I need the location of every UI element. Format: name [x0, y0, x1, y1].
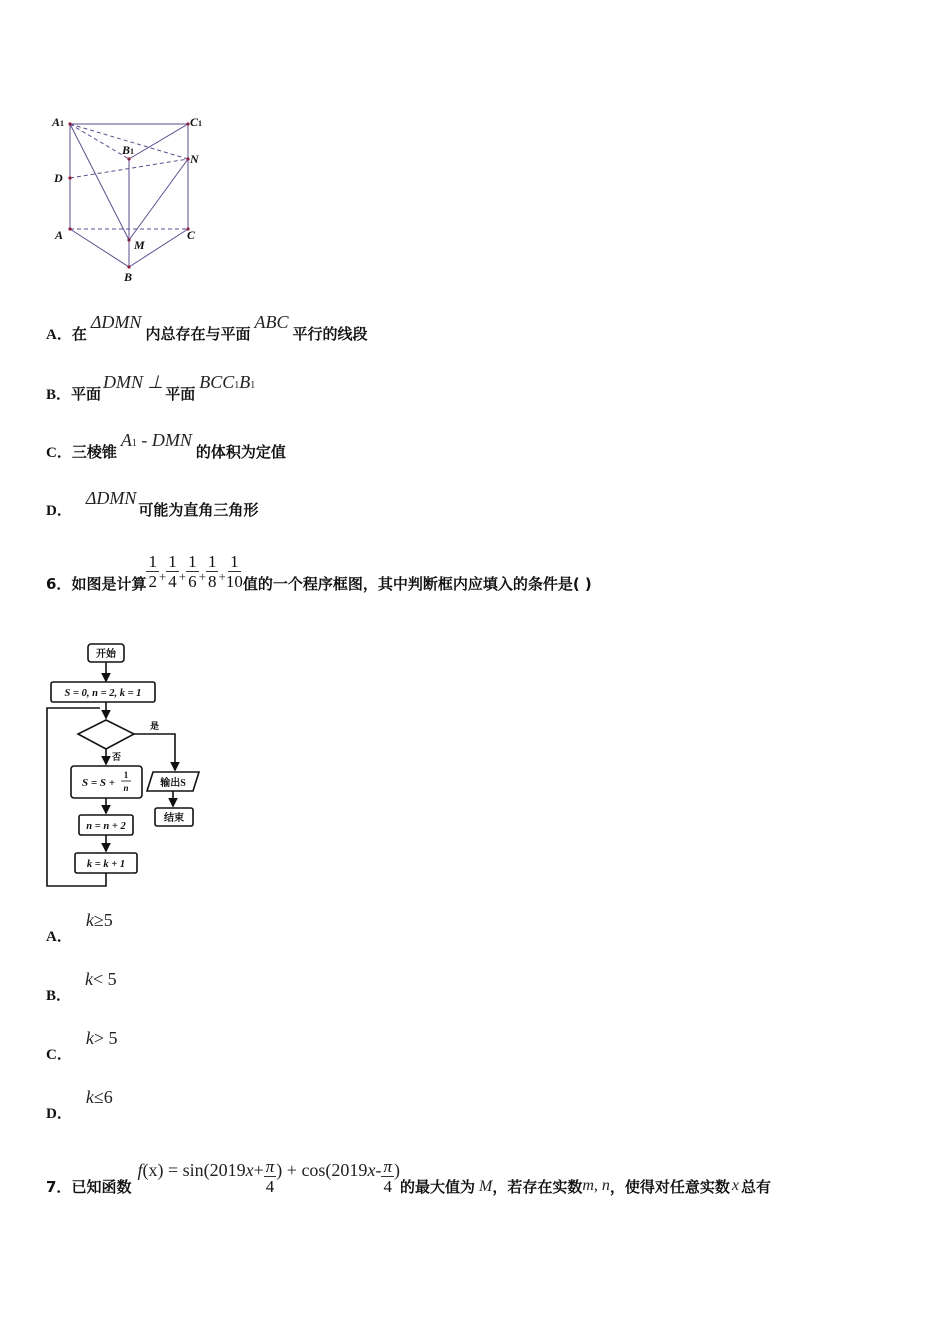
q5-option-b[interactable]: B． 平面 DMN ⊥ 平面 BCC1B1: [46, 372, 256, 403]
question-6: 6． 如图是计算 $\frac{1}{2}$ + $\frac{1}{4}$ + $\frac{1}{6}$ + $\frac{1}{8}$ + $\frac{1}{10}$ 值的一个程序框图，其中判断框内应填入的条件是( ): [46, 551, 592, 593]
flow-sum-num: 1: [123, 770, 129, 780]
flow-yes-label: 是: [150, 721, 160, 731]
math-pyramid: A1 - DMN: [120, 430, 192, 450]
label-b: B: [124, 270, 133, 284]
flow-decision-diamond: [78, 720, 134, 749]
edge-c1-b1: [129, 124, 188, 159]
label-a: A: [55, 228, 64, 242]
label-n: N: [190, 152, 199, 166]
edge-n-m: [129, 159, 188, 240]
label-c: C: [187, 228, 196, 242]
math-plane-bcc1b1: BCC1B1: [199, 372, 256, 392]
question-7: 7． 已知函数 f (x) = sin(2019 x + $\frac{\pi}{4}$ ) + cos(2019 x - $\frac{\pi}{4}$ ) 的最大值为 M ，若存在实数 m, n ，使得对任意实数 x 总有: [46, 1156, 772, 1196]
fraction-pi-4-a: $\frac{\pi}{4}$: [265, 1156, 275, 1196]
flowchart: [40, 636, 210, 892]
question-number: 7．: [46, 1177, 72, 1196]
flow-n-label: n = n + 2: [86, 821, 126, 832]
svg-text:C1: C1: [190, 115, 203, 129]
flow-end-label: 结束: [164, 813, 184, 824]
fraction-pi-4-b: $\frac{\pi}{4}$: [383, 1156, 392, 1196]
fraction-4: $\frac{1}{8}$: [207, 551, 217, 591]
fraction-1: $\frac{1}{2}$: [148, 551, 157, 591]
q5-option-c[interactable]: C． 三棱锥 A1 - DMN 的体积为定值: [46, 430, 286, 461]
svg-text:A1: A1: [52, 115, 65, 129]
fraction-5: $\frac{1}{10}$: [225, 551, 243, 591]
q6-option-c[interactable]: C． k > 5: [46, 1028, 118, 1063]
label-a1: A: [52, 115, 61, 129]
label-m: M: [134, 238, 145, 252]
flow-no-label: 否: [112, 752, 122, 762]
label-d: D: [54, 171, 63, 185]
flow-sum-label: S = S +: [82, 777, 116, 789]
edge-a1-m: [70, 124, 129, 240]
label-b1: B: [122, 143, 131, 157]
q6-option-a[interactable]: A． k ≥5: [46, 910, 113, 945]
q6-option-b[interactable]: B． k < 5: [46, 969, 117, 1004]
q6-option-d[interactable]: D． k ≤6: [46, 1087, 113, 1122]
fraction-2: $\frac{1}{4}$: [168, 551, 177, 591]
edge-a-b: [70, 229, 129, 267]
svg-text:B1: B1: [122, 143, 135, 157]
flow-init-label: S = 0, n = 2, k = 1: [64, 688, 142, 699]
flow-k-label: k = k + 1: [86, 859, 126, 870]
question-number: 6．: [46, 574, 72, 593]
math-plane-abc: ABC: [254, 312, 289, 332]
math-dmn-perp: DMN ⊥: [103, 372, 164, 392]
option-letter: A．: [46, 327, 72, 343]
prism-figure: [40, 108, 220, 288]
math-triangle-dmn: ΔDMN: [90, 312, 142, 332]
flow-sum-den: n: [123, 783, 129, 793]
flow-start-label: 开始: [96, 649, 116, 660]
q5-option-a[interactable]: A． 在 ΔDMN 内总存在与平面 ABC 平行的线段: [46, 312, 368, 343]
flow-output-label: 输出S: [160, 778, 186, 789]
q5-option-d[interactable]: D． ΔDMN 可能为直角三角形: [46, 488, 259, 519]
label-c1: C: [190, 115, 199, 129]
fraction-3: $\frac{1}{6}$: [188, 551, 197, 591]
